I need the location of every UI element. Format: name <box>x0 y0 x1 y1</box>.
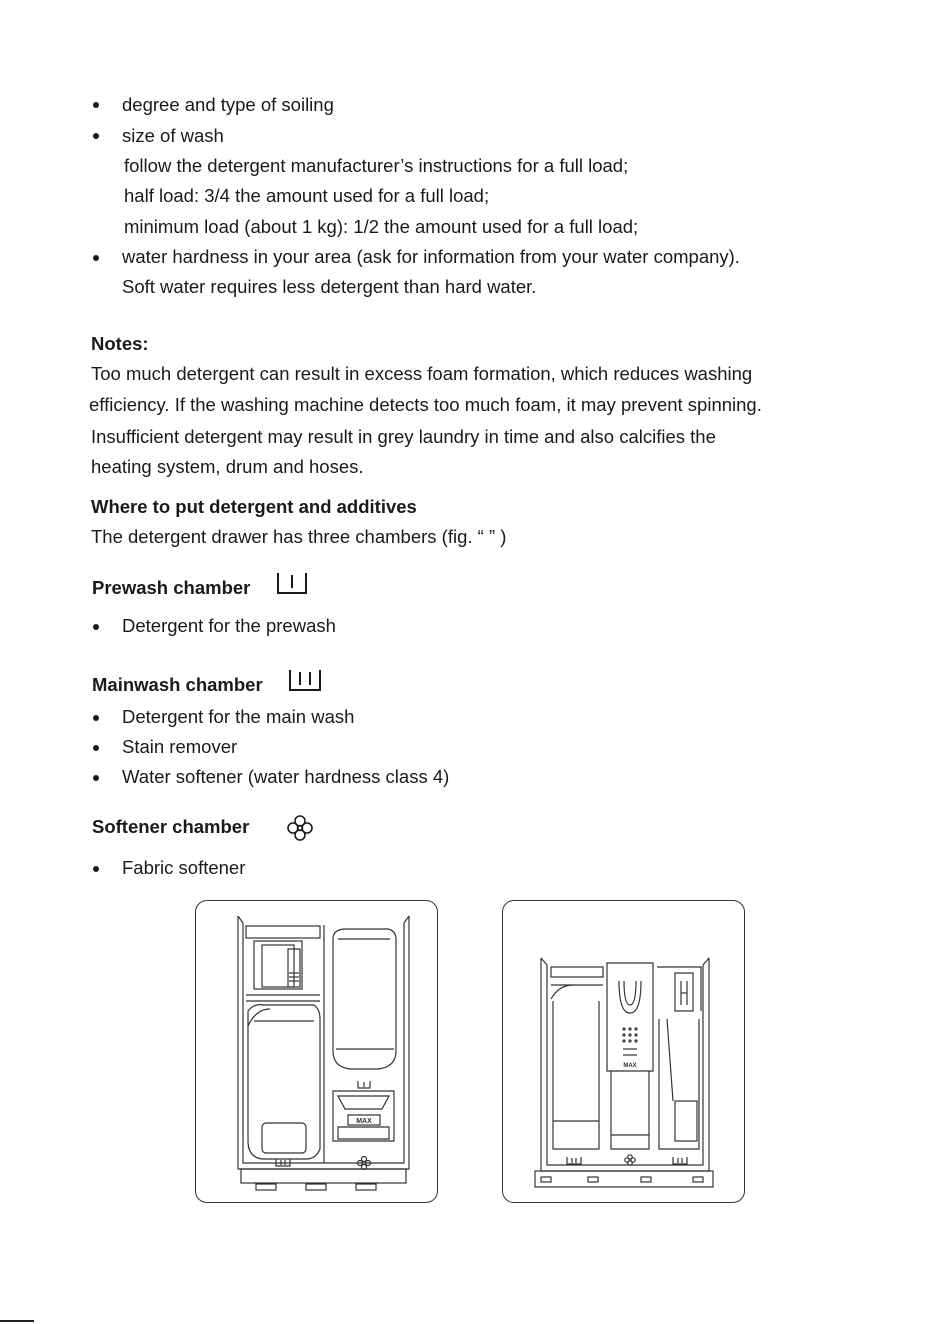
factor-hardness: water hardness in your area (ask for information from your water company). <box>122 246 740 267</box>
prewash-item: Detergent for the prewash <box>122 615 336 636</box>
bullet-dot <box>93 102 99 108</box>
softener-heading: Softener chamber <box>92 816 250 837</box>
hardness-note: Soft water requires less detergent than hard water. <box>122 276 537 297</box>
factor-size: size of wash <box>122 125 224 146</box>
mainwash-item: Stain remover <box>122 736 238 757</box>
drawer-drawing-right <box>503 901 744 1202</box>
bullet-dot <box>93 745 99 751</box>
softener-item: Fabric softener <box>122 857 246 878</box>
drawer-figure-left <box>195 900 438 1203</box>
mainwash-symbol-icon <box>288 668 322 692</box>
bullet-dot <box>93 866 99 872</box>
mainwash-item: Detergent for the main wash <box>122 706 355 727</box>
notes-line: Too much detergent can result in excess foam formation, which reduces washing <box>91 363 753 384</box>
notes-heading: Notes: <box>91 333 149 354</box>
factor-soiling: degree and type of soiling <box>122 94 334 115</box>
flower-icon <box>286 814 314 842</box>
bullet-dot <box>93 133 99 139</box>
mainwash-heading: Mainwash chamber <box>92 674 263 695</box>
max-label: MAX <box>623 1063 637 1069</box>
where-heading: Where to put detergent and additives <box>91 496 417 517</box>
prewash-heading: Prewash chamber <box>92 577 251 598</box>
drawer-drawing-left <box>196 901 437 1202</box>
where-text: The detergent drawer has three chambers (fig. “ ” ) <box>91 526 507 547</box>
bullet-dot <box>93 624 99 630</box>
notes-line: Insufficient detergent may result in grey laundry in time and also calcifies the <box>91 426 716 447</box>
bullet-dot <box>93 255 99 261</box>
notes-line: efficiency. If the washing machine detects too much foam, it may prevent spinning. <box>89 394 762 415</box>
page-corner-mark <box>0 1320 34 1322</box>
load-line-minimum: minimum load (about 1 kg): 1/2 the amount used for a full load; <box>124 216 639 237</box>
load-line-half: half load: 3/4 the amount used for a full load; <box>124 185 490 206</box>
drawer-figure-right <box>502 900 745 1203</box>
bullet-dot <box>93 775 99 781</box>
load-line-full: follow the detergent manufacturer’s instructions for a full load; <box>124 155 629 176</box>
notes-line: heating system, drum and hoses. <box>91 456 364 477</box>
mainwash-item: Water softener (water hardness class 4) <box>122 766 450 787</box>
prewash-symbol-icon <box>276 571 308 595</box>
max-label: MAX <box>356 1118 372 1125</box>
bullet-dot <box>93 715 99 721</box>
